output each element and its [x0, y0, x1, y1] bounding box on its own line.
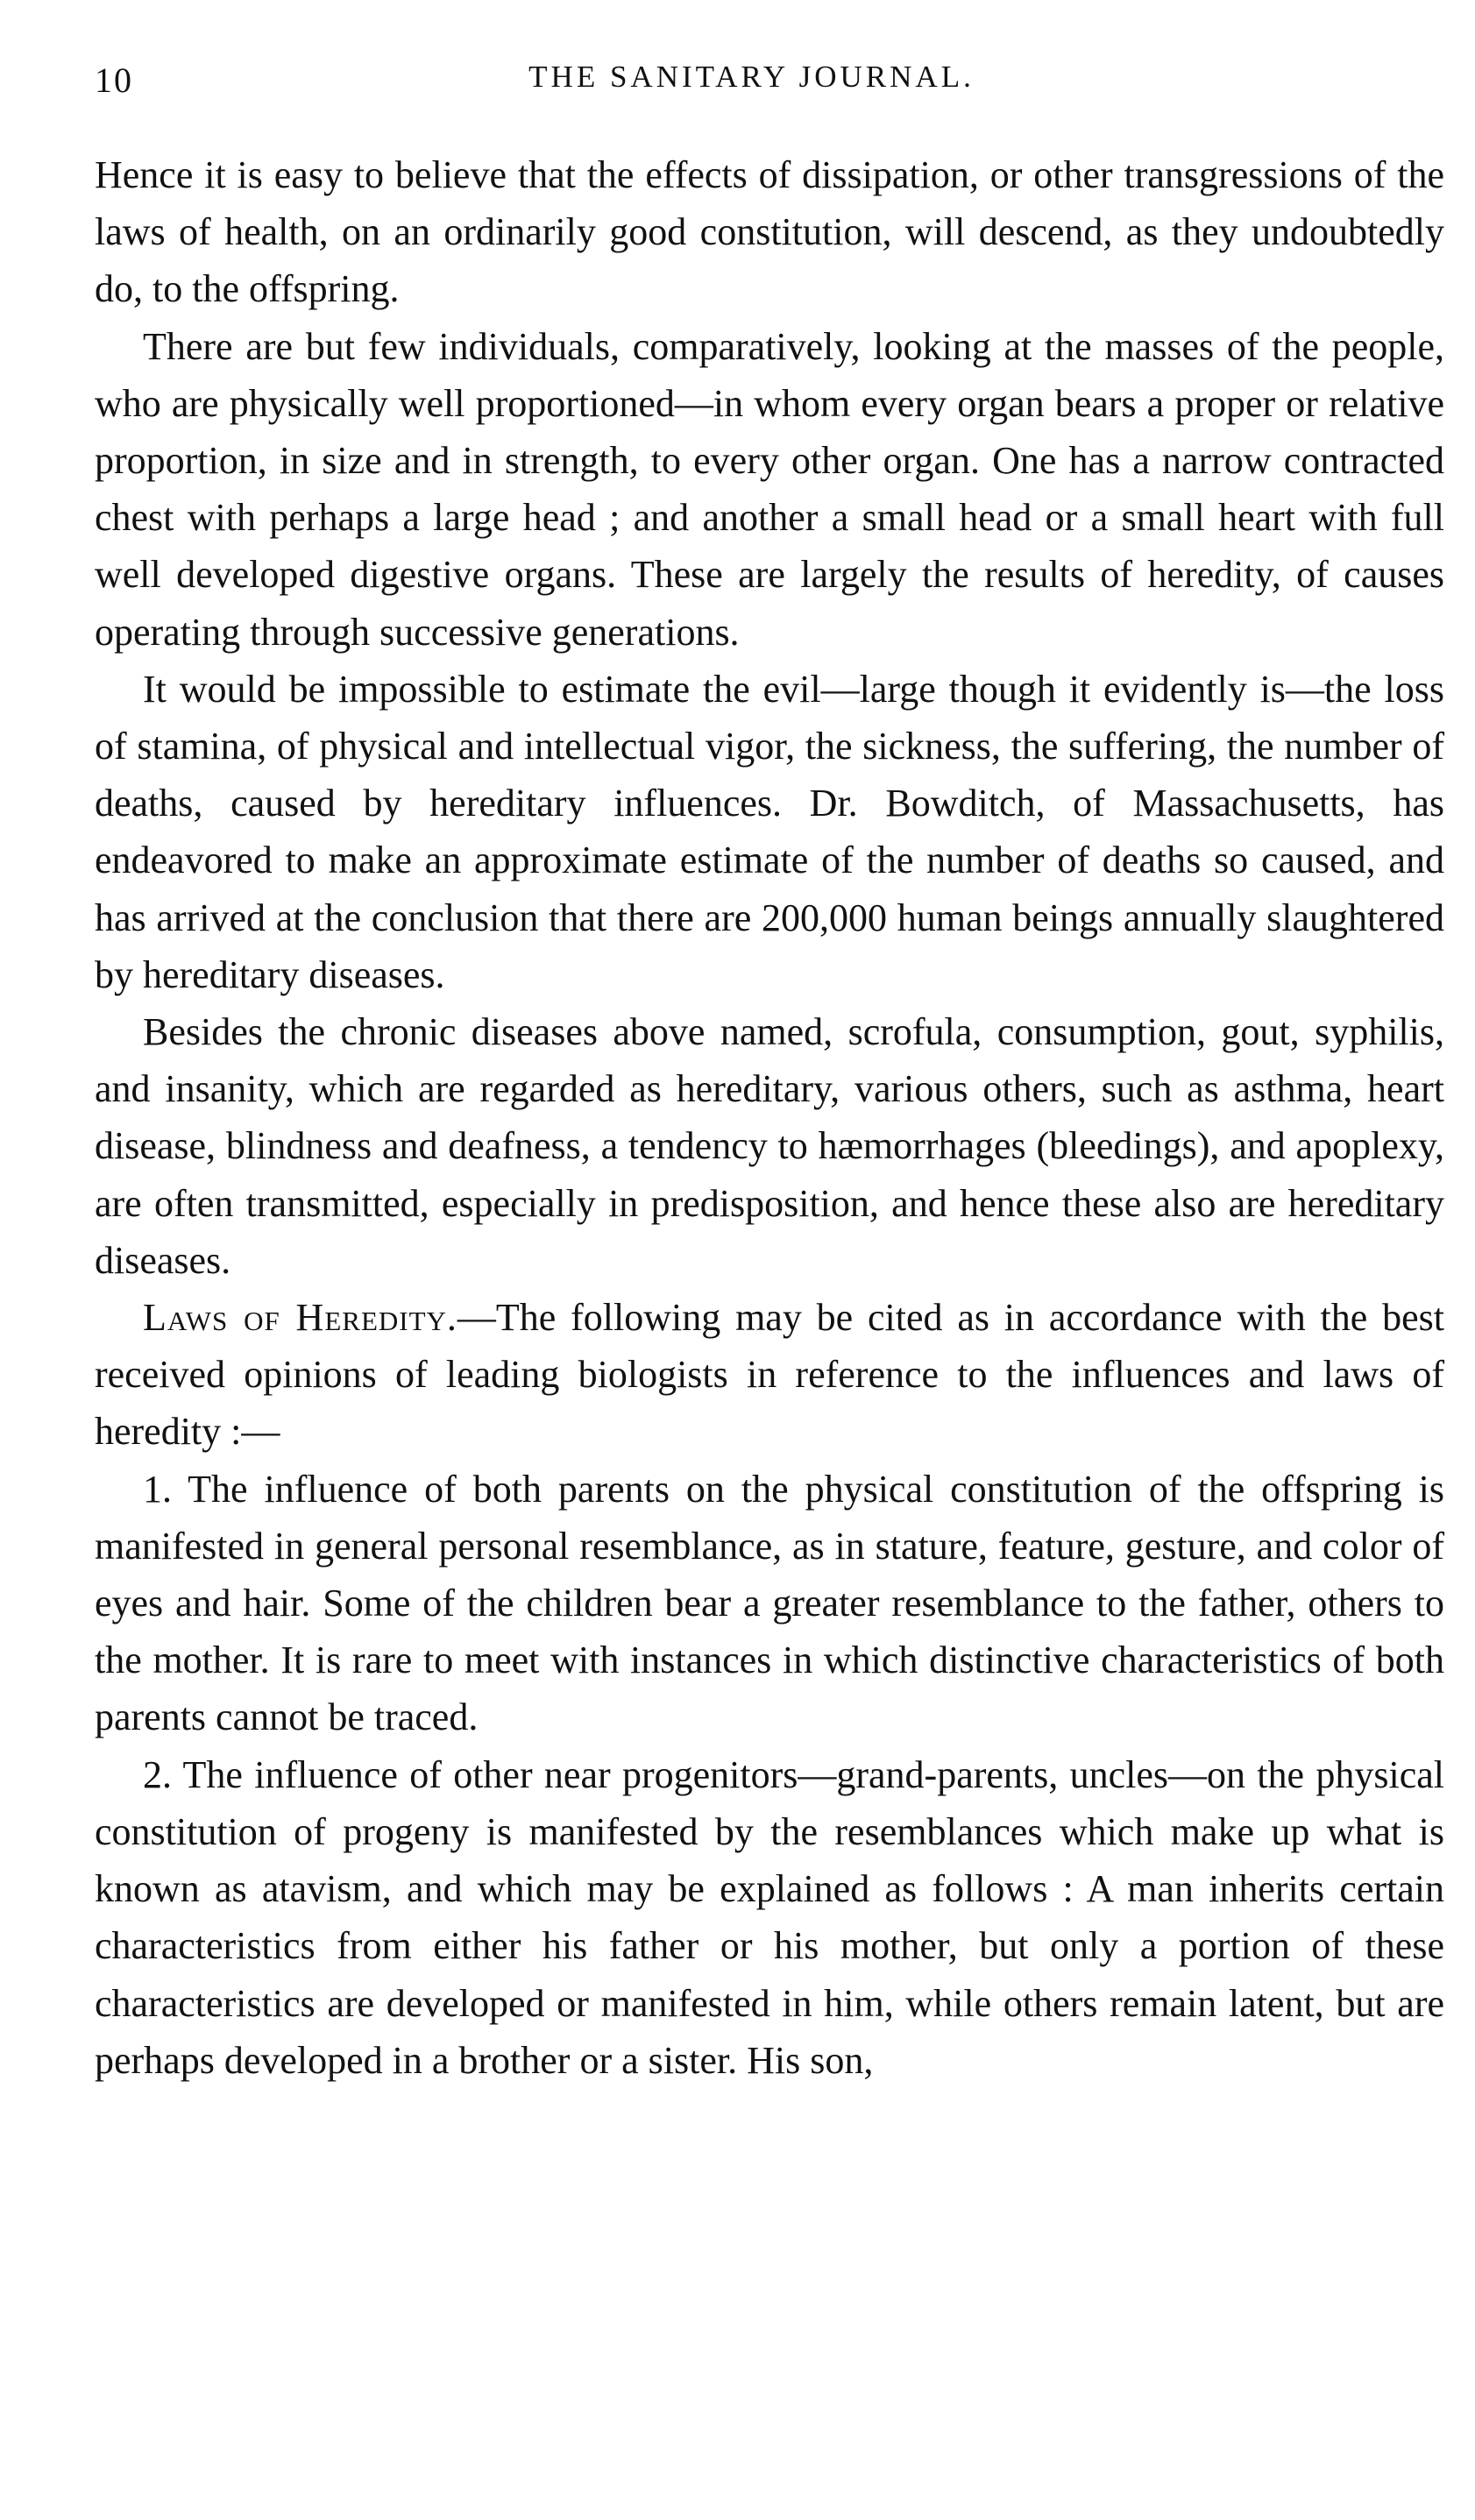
paragraph-chronic-diseases: Besides the chronic diseases above named, scrofula, consumption, gout, syphilis, and insanity, which are regarded as hereditary, various others, such as asthma, heart disease, blindness and deafness, a tendency to hæmorrhages (bleedings), and apoplexy, are often transmitted, especially in predisposition, and hence these also are hereditary diseases. — [95, 1010, 1444, 1282]
page-number: 10 — [95, 60, 133, 100]
page-header — [95, 60, 1408, 112]
running-head: THE SANITARY JOURNAL. — [528, 60, 975, 94]
paragraph-laws-of-heredity — [95, 1289, 1444, 1461]
section-heading: Laws of Heredity. — [143, 1296, 457, 1340]
law-item-2: 2. The influence of other near progenitors—grand-parents, uncles—on the physical constitution of progeny is manifested by the resemblances which make up what is known as atavism, and which may be explained as follows : A man inherits certain characteristics from either his father or his mother, but only a portion of these characteristics are developed or manifested in him, while others remain latent, but are perhaps developed in a brother or a sister. His son, — [95, 1752, 1444, 2082]
section-intro-text: —The following may be cited as in accordance with the best received opinions of leading biologists in reference to the influences and laws of heredity :— — [95, 1296, 1444, 1454]
paragraph-proportion: There are but few individuals, comparatively, looking at the masses of the people, who are physically well proportioned—in whom every organ bears a proper or relative proportion, in size and in strength, to every other organ. One has a narrow contracted chest with perhaps a large head ; and another a small head or a small heart with full well developed digestive organs. These are largely the results of heredity, of causes operating through successive generations. — [95, 324, 1444, 654]
paragraph-estimate: It would be impossible to estimate the evil—large though it evidently is—the loss of stamina, of physical and intellectual vigor, the sickness, the suffering, the number of deaths, caused by hereditary influences. Dr. Bowditch, of Massachusetts, has endeavored to make an approximate estimate of the number of deaths so caused, and has arrived at the conclusion that there are 200,000 human beings annually slaughtered by hereditary diseases. — [95, 667, 1444, 996]
article-body — [95, 146, 1444, 2089]
paragraph-continued: Hence it is easy to believe that the effects of dissipation, or other transgressions of the laws of health, on an ordinarily good constitution, will descend, as they undoubtedly do, to the offspring. — [95, 153, 1444, 311]
law-item-1: 1. The influence of both parents on the physical constitution of the offspring is manifested in general personal resemblance, as in stature, feature, gesture, and color of eyes and hair. Some of the children bear a greater resemblance to the father, others to the mother. It is rare to meet with instances in which distinctive characteristics of both parents cannot be traced. — [95, 1467, 1444, 1739]
